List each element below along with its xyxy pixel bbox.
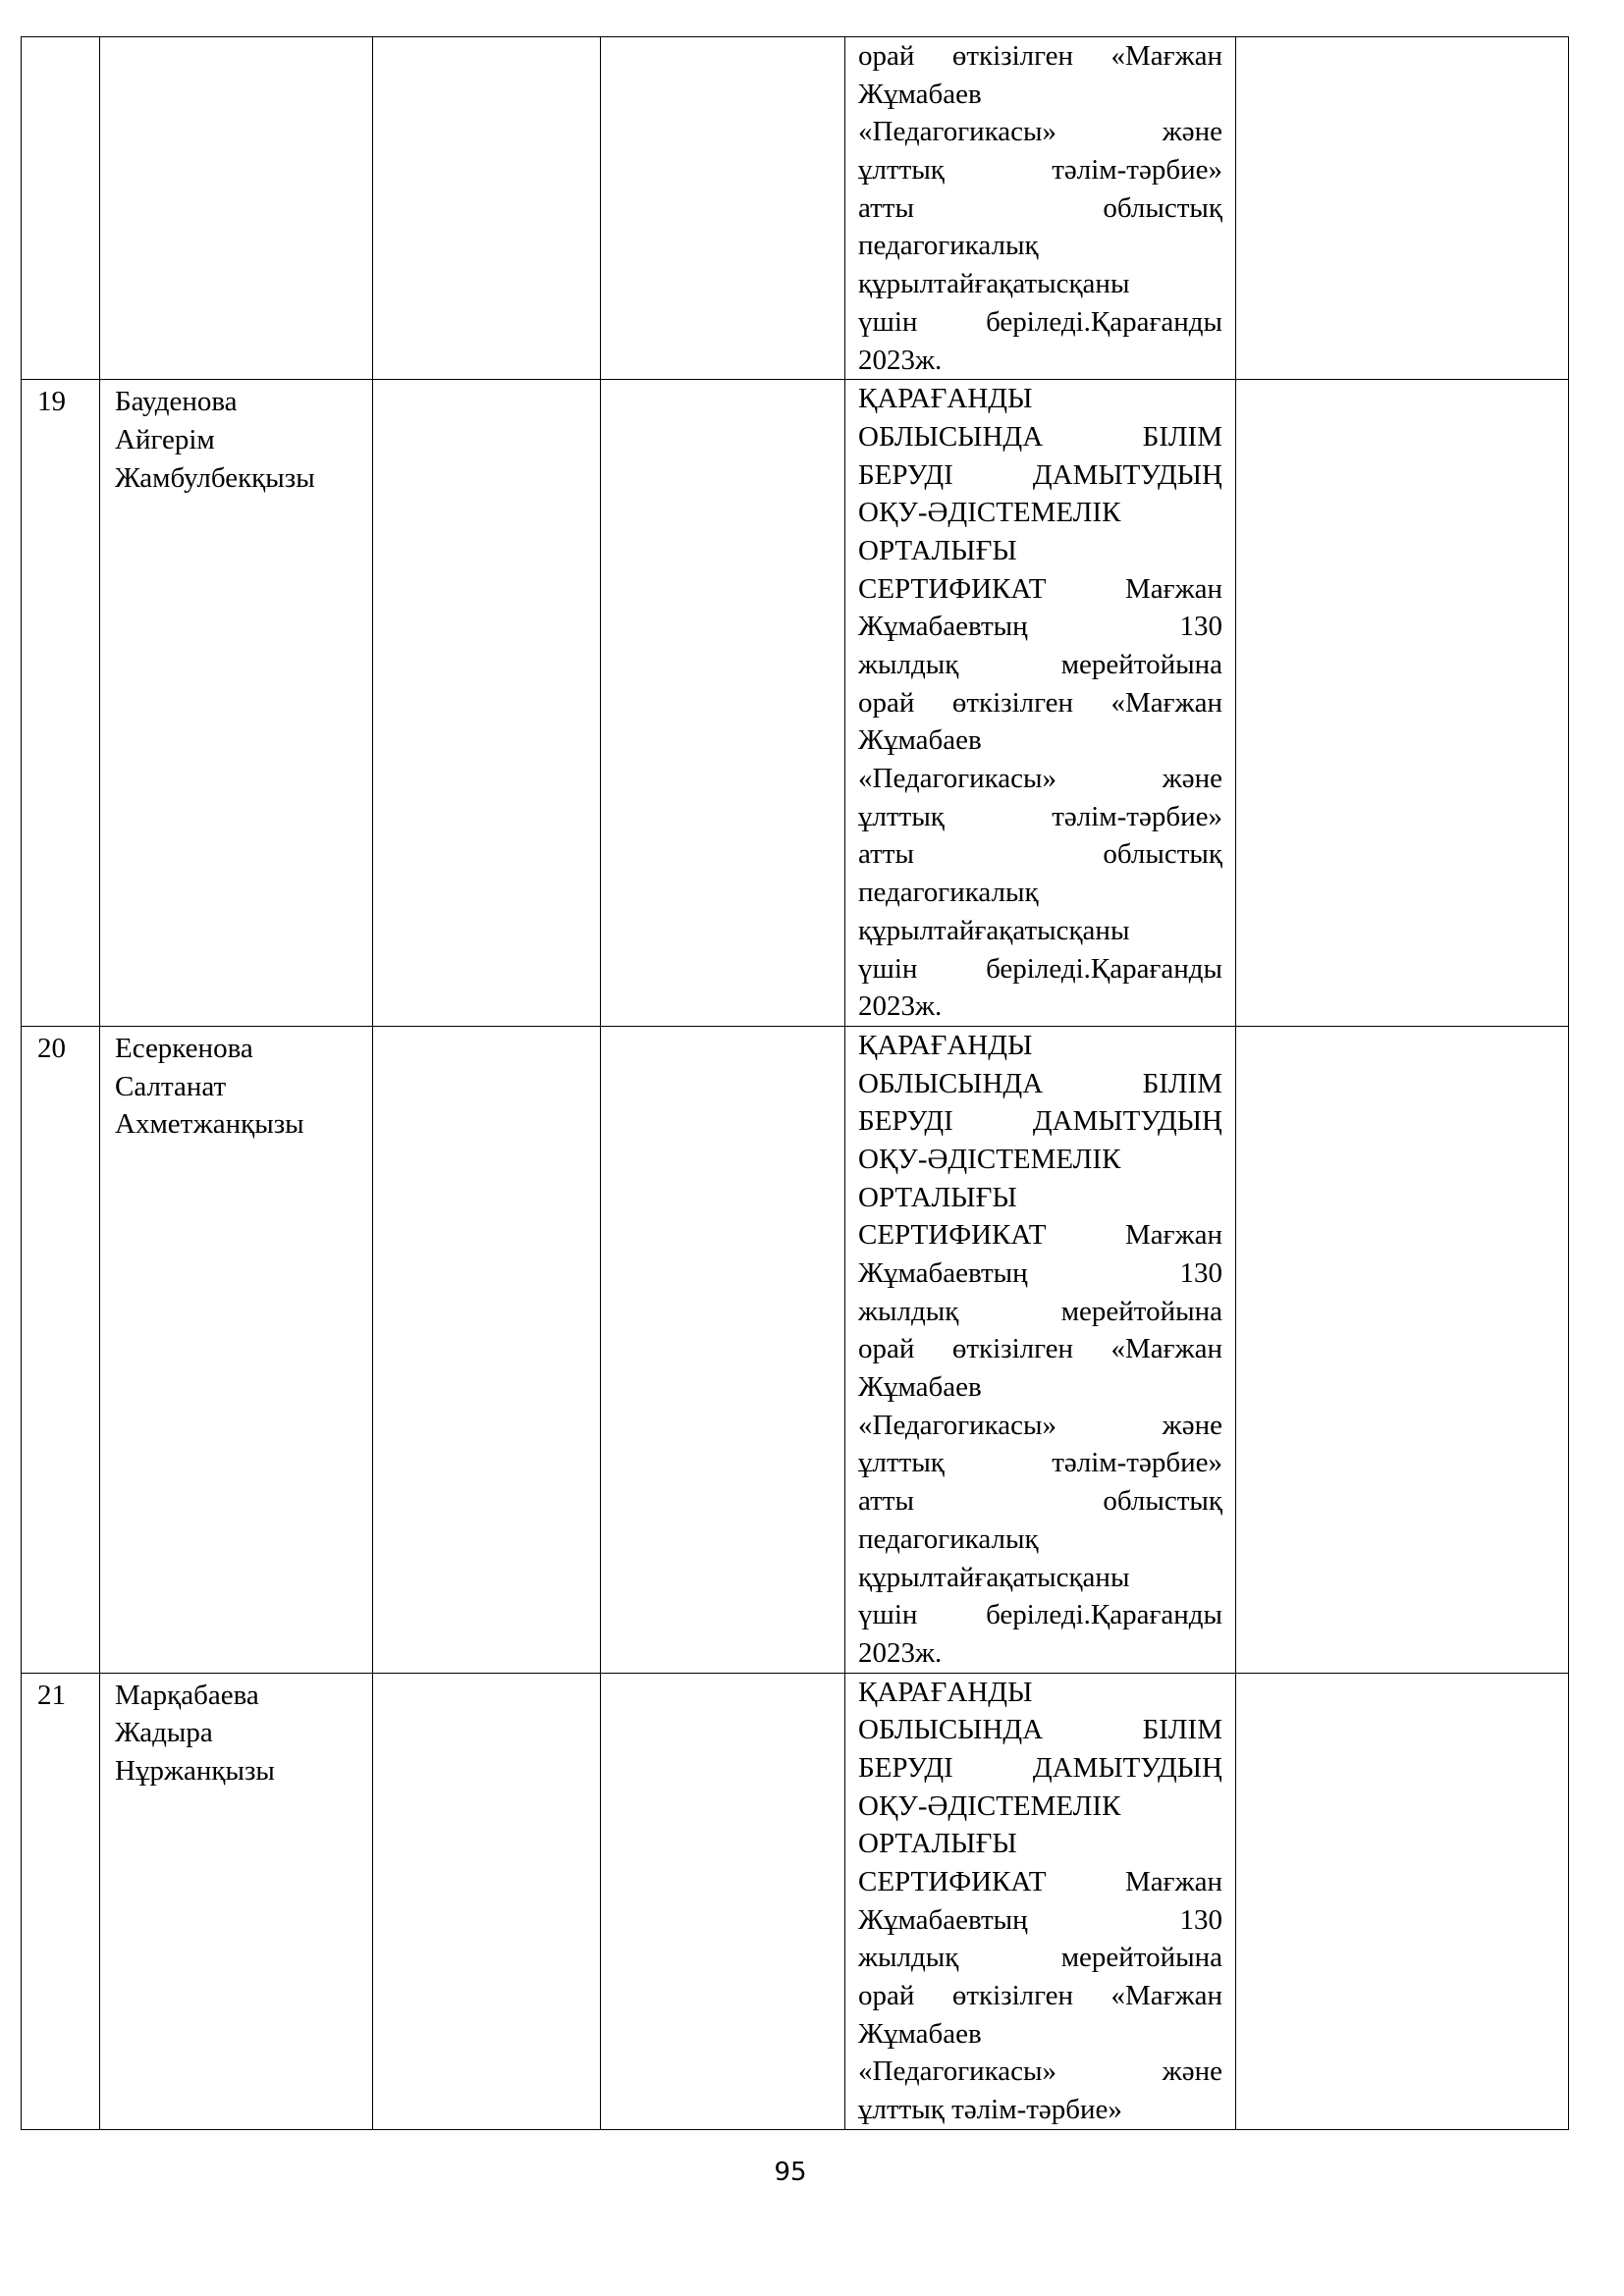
empty-cell — [601, 1673, 845, 2129]
participant-name-cell — [100, 1673, 373, 2129]
description-line: үшін беріледі.Қарағанды — [858, 952, 1222, 985]
description-line: Жұмабаев — [858, 78, 982, 110]
description-line: ОРТАЛЫҒЫ — [858, 534, 1017, 566]
description-line: атты облыстық — [858, 191, 1222, 224]
description-line: ОБЛЫСЫНДА БІЛІМ — [858, 1714, 1222, 1746]
description-line: 2023ж. — [858, 990, 943, 1023]
description-line: 2023ж. — [858, 1636, 943, 1669]
description-line: орай өткізілген «Мағжан — [858, 40, 1222, 72]
description-line: ұлттық тәлім-тәрбие» — [858, 800, 1222, 832]
empty-cell — [373, 1673, 601, 2129]
empty-cell — [601, 1026, 845, 1673]
description-line: «Педагогикасы» және — [858, 2056, 1222, 2088]
description-line: ҚАРАҒАНДЫ — [858, 1029, 1033, 1061]
description-line: «Педагогикасы» және — [858, 116, 1222, 148]
description-line: Жұмабаевтың 130 — [858, 611, 1222, 643]
description-cell — [845, 1673, 1236, 2129]
description-line: СЕРТИФИКАТ Мағжан — [858, 572, 1222, 605]
description-line: ҚАРАҒАНДЫ — [858, 1676, 1033, 1708]
description-cell — [845, 380, 1236, 1027]
table-row — [22, 37, 1569, 380]
row-number-cell: 19 — [22, 380, 100, 1027]
empty-cell — [1236, 380, 1569, 1027]
participant-name-line: Айгерім — [115, 423, 215, 455]
description-line: 2023ж. — [858, 344, 943, 376]
description-line: БЕРУДІ ДАМЫТУДЫҢ — [858, 458, 1222, 491]
empty-cell — [1236, 37, 1569, 380]
description-line: педагогикалық — [858, 1522, 1039, 1555]
certificates-table — [21, 36, 1569, 2130]
description-line: құрылтайғақатысқаны — [858, 268, 1130, 300]
participant-name-line: Жамбулбекқызы — [115, 461, 315, 494]
participant-name-line: Нұржанқызы — [115, 1754, 275, 1787]
description-line: үшін беріледі.Қарағанды — [858, 305, 1222, 338]
table-row — [22, 380, 1569, 1027]
description-line: БЕРУДІ ДАМЫТУДЫҢ — [858, 1751, 1222, 1784]
participant-name-line: Ахметжанқызы — [115, 1108, 304, 1141]
description-line: ОРТАЛЫҒЫ — [858, 1828, 1017, 1860]
description-line: жылдық мерейтойына — [858, 649, 1222, 680]
description-line: ОРТАЛЫҒЫ — [858, 1181, 1017, 1213]
row-number-cell: 20 — [22, 1026, 100, 1673]
description-line: жылдық мерейтойына — [858, 1942, 1222, 1974]
description-line: ҚАРАҒАНДЫ — [858, 383, 1033, 415]
description-line: ОБЛЫСЫНДА БІЛІМ — [858, 1067, 1222, 1099]
empty-cell — [1236, 1673, 1569, 2129]
description-line: Жұмабаевтың 130 — [858, 1257, 1222, 1289]
description-line: ОҚУ-ӘДІСТЕМЕЛІК — [858, 497, 1121, 529]
page-number: 95 — [774, 2158, 807, 2187]
description-line: Жұмабаев — [858, 2017, 982, 2050]
participant-name-line: Салтанат — [115, 1070, 227, 1102]
description-line: «Педагогикасы» және — [858, 763, 1222, 795]
participant-name-cell — [100, 1026, 373, 1673]
description-line: құрылтайғақатысқаны — [858, 914, 1130, 946]
participant-name-line: Жадыра — [115, 1717, 213, 1749]
description-line: «Педагогикасы» және — [858, 1409, 1222, 1441]
participant-name-line: Бауденова — [115, 386, 238, 418]
description-cell — [845, 37, 1236, 380]
description-line: педагогикалық — [858, 230, 1039, 262]
description-line: орай өткізілген «Мағжан — [858, 1333, 1222, 1365]
description-line: Жұмабаевтың 130 — [858, 1903, 1222, 1936]
description-line: ОҚУ-ӘДІСТЕМЕЛІК — [858, 1789, 1121, 1822]
description-line: ұлттық тәлім-тәрбие» — [858, 1447, 1222, 1479]
description-line: үшін беріледі.Қарағанды — [858, 1599, 1222, 1631]
description-line: орай өткізілген «Мағжан — [858, 686, 1222, 719]
participant-name-cell — [100, 380, 373, 1027]
table-row — [22, 1673, 1569, 2129]
description-line: ОҚУ-ӘДІСТЕМЕЛІК — [858, 1143, 1121, 1175]
description-line: атты облыстық — [858, 838, 1222, 871]
description-line: Жұмабаев — [858, 1371, 982, 1404]
description-line: БЕРУДІ ДАМЫТУДЫҢ — [858, 1105, 1222, 1138]
description-line: СЕРТИФИКАТ Мағжан — [858, 1219, 1222, 1252]
empty-cell — [601, 37, 845, 380]
table-row — [22, 1026, 1569, 1673]
empty-cell — [1236, 1026, 1569, 1673]
description-line: ОБЛЫСЫНДА БІЛІМ — [858, 420, 1222, 453]
description-line: педагогикалық — [858, 877, 1039, 909]
description-line: СЕРТИФИКАТ Мағжан — [858, 1866, 1222, 1897]
participant-name-line: Марқабаева — [115, 1679, 259, 1711]
row-number-cell: 21 — [22, 1673, 100, 2129]
description-line: Жұмабаев — [858, 724, 982, 757]
description-line: орай өткізілген «Мағжан — [858, 1980, 1222, 2012]
description-line: ұлттық тәлім-тәрбие» — [858, 2094, 1122, 2126]
participant-name-line: Есеркенова — [115, 1032, 253, 1064]
description-line: жылдық мерейтойына — [858, 1295, 1222, 1327]
description-line: құрылтайғақатысқаны — [858, 1561, 1130, 1593]
empty-cell — [373, 380, 601, 1027]
description-line: ұлттық тәлім-тәрбие» — [858, 154, 1222, 187]
empty-cell — [601, 380, 845, 1027]
description-line: атты облыстық — [858, 1485, 1222, 1518]
empty-cell — [373, 37, 601, 380]
description-cell — [845, 1026, 1236, 1673]
row-number-cell — [22, 37, 100, 380]
empty-cell — [373, 1026, 601, 1673]
participant-name-cell — [100, 37, 373, 380]
